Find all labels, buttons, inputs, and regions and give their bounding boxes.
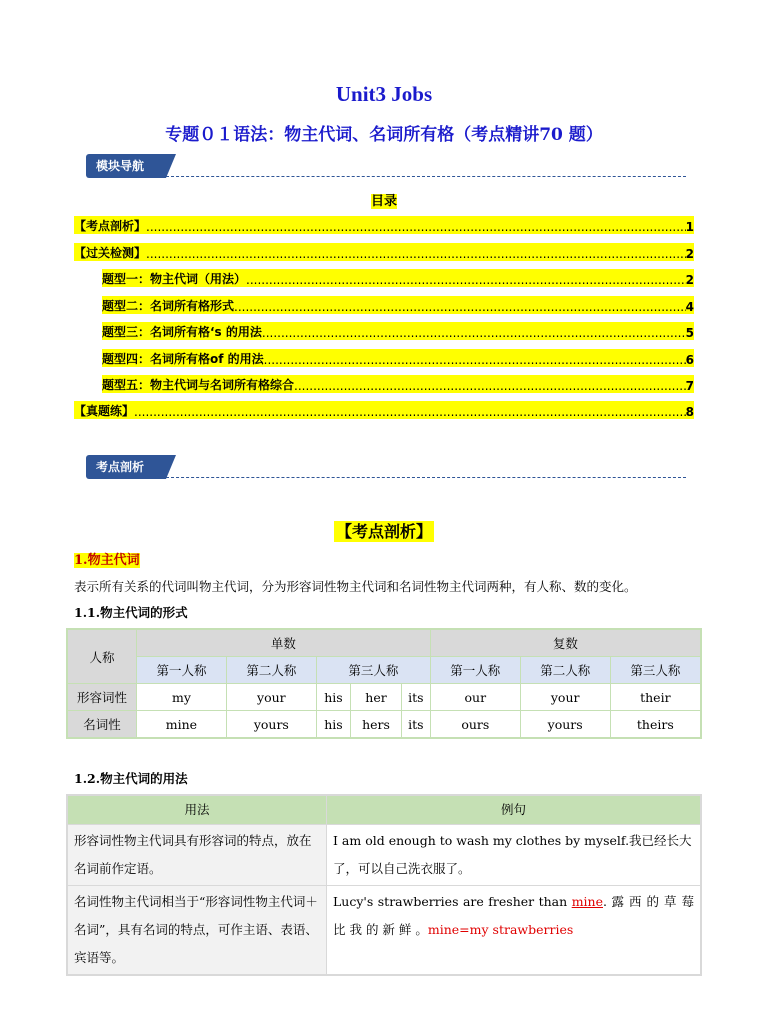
- table-cell: my: [137, 684, 227, 711]
- toc-heading: [0, 190, 768, 209]
- usage-cell: 名词性物主代词相当于“形容词性物主代词＋名词”，具有名词的特点，可作主语、表语、宾语等。: [67, 886, 327, 976]
- example-translation: . 露 西 的 草 莓 比 我 的 新 鲜 。: [333, 894, 694, 937]
- toc-item[interactable]: [74, 243, 694, 261]
- singular-header: 单数: [137, 629, 431, 657]
- toc-item-label: 【真题练】: [74, 404, 135, 418]
- nav-banner: [86, 154, 686, 180]
- toc-item[interactable]: [102, 349, 694, 367]
- toc-item-page: 4: [685, 300, 694, 314]
- plural-header: 复数: [430, 629, 701, 657]
- person-col: 第一人称: [430, 657, 520, 684]
- table-cell: their: [610, 684, 701, 711]
- document-title: Unit3 Jobs: [335, 82, 433, 106]
- intro-paragraph: 表示所有关系的代词叫物主代词，分为形容词性物主代词和名词性物主代词两种，有人称、数的变化。: [74, 579, 637, 594]
- table-cell: our: [430, 684, 520, 711]
- toc-item[interactable]: [102, 322, 694, 340]
- toc-item-page: 1: [685, 220, 694, 234]
- example-note: mine=my strawberries: [427, 922, 574, 937]
- person-col: 第二人称: [520, 657, 610, 684]
- table-row: [67, 684, 701, 711]
- table-cell: her: [351, 684, 402, 711]
- table-cell: yours: [520, 711, 610, 739]
- table-cell: his: [316, 684, 350, 711]
- example-text: Lucy's strawberries are fresher than: [333, 894, 572, 909]
- table-cell: ours: [430, 711, 520, 739]
- analysis-banner-line: [166, 477, 686, 478]
- nav-banner-line: [166, 176, 686, 177]
- example-cell: I am old enough to wash my clothes by myself.我已经长大了，可以自己洗衣服了。: [327, 825, 702, 886]
- table-cell: mine: [137, 711, 227, 739]
- analysis-banner-label: 考点剖析: [86, 455, 166, 479]
- subheading-forms: 1.1.物主代词的形式: [74, 605, 188, 620]
- toc-item[interactable]: [102, 375, 694, 393]
- toc-item-page: 8: [685, 405, 694, 419]
- person-col: 第三人称: [610, 657, 701, 684]
- table-cell: its: [401, 684, 430, 711]
- toc-item-label: 题型二：名词所有格形式: [102, 299, 235, 313]
- example-highlight: mine: [571, 894, 603, 909]
- toc-item-label: 【考点剖析】: [74, 219, 147, 233]
- toc-item-page: 7: [685, 379, 694, 393]
- table-cell: theirs: [610, 711, 701, 739]
- table-cell: your: [520, 684, 610, 711]
- toc-heading-text: 目录: [370, 194, 397, 209]
- toc-item-label: 【过关检测】: [74, 246, 147, 260]
- usage-header: 用法: [67, 795, 327, 825]
- person-col: 第二人称: [226, 657, 316, 684]
- item-title: [74, 549, 140, 568]
- toc-item[interactable]: [102, 296, 694, 314]
- table-row-header: 人称: [67, 629, 137, 684]
- subheading-usage: 1.2.物主代词的用法: [74, 771, 188, 786]
- toc-item-page: 6: [685, 353, 694, 367]
- item-title-text: 1.物主代词: [74, 553, 140, 568]
- row-label: 形容词性: [67, 684, 137, 711]
- analysis-banner: [86, 455, 686, 481]
- example-cell: [327, 886, 702, 976]
- toc-item[interactable]: [102, 269, 694, 287]
- table-row: [67, 711, 701, 739]
- toc-item[interactable]: [74, 401, 694, 419]
- section-title-text: 【考点剖析】: [335, 522, 432, 541]
- person-col: 第三人称: [316, 657, 430, 684]
- person-col: 第一人称: [137, 657, 227, 684]
- document-subtitle: 专题０１语法：物主代词、名词所有格（考点精讲70 题）: [165, 125, 603, 145]
- table-cell: his: [316, 711, 350, 739]
- pronoun-forms-table: [66, 628, 702, 739]
- table-cell: hers: [351, 711, 402, 739]
- pronoun-usage-table: [66, 794, 702, 976]
- table-cell: its: [401, 711, 430, 739]
- toc-item[interactable]: [74, 216, 694, 234]
- section-title: [0, 519, 768, 542]
- toc-item-label: 题型五：物主代词与名词所有格综合: [102, 378, 295, 392]
- usage-cell: 形容词性物主代词具有形容词的特点，放在名词前作定语。: [67, 825, 327, 886]
- table-cell: your: [226, 684, 316, 711]
- table-row: [67, 825, 701, 886]
- toc-item-label: 题型四：名词所有格of 的用法: [102, 352, 264, 366]
- toc-item-page: 5: [685, 326, 694, 340]
- nav-banner-label: 模块导航: [86, 154, 166, 178]
- toc-item-page: 2: [685, 273, 694, 287]
- table-row: [67, 886, 701, 976]
- row-label: 名词性: [67, 711, 137, 739]
- toc-item-label: 题型三：名词所有格‘s 的用法: [102, 325, 262, 339]
- toc-item-page: 2: [685, 247, 694, 261]
- example-header: 例句: [327, 795, 702, 825]
- toc-item-label: 题型一：物主代词（用法）: [102, 272, 247, 286]
- table-cell: yours: [226, 711, 316, 739]
